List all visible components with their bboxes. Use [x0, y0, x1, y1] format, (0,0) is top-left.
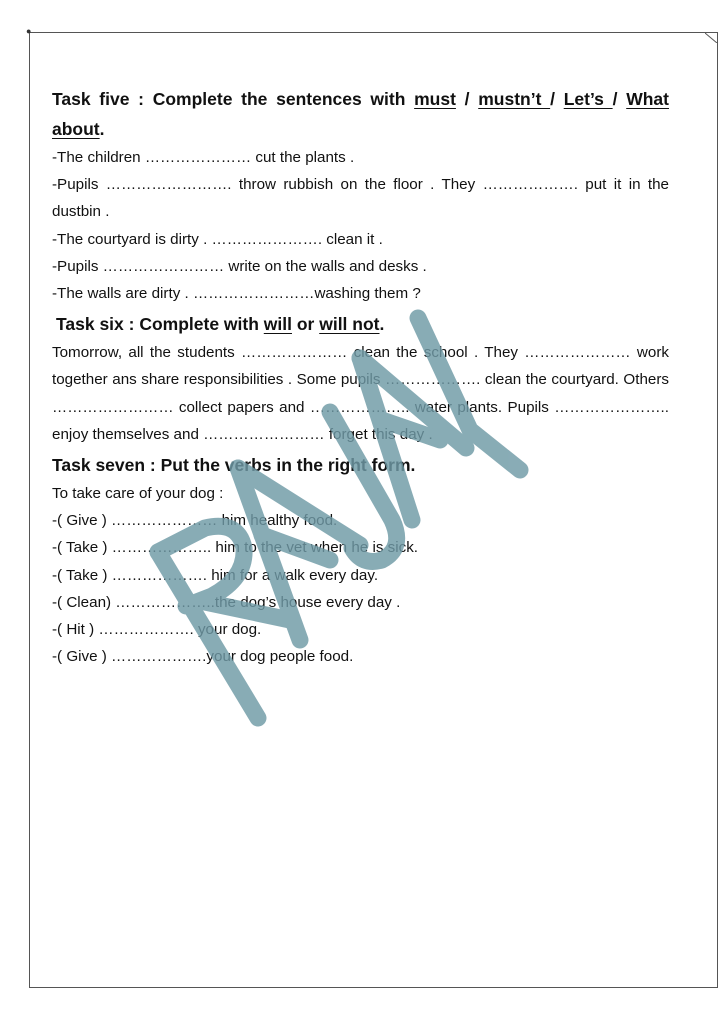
task-seven-item: -( Take ) ………………. him for a walk every day.: [52, 566, 379, 584]
task-five-title-text: Task five : Complete the sentences with: [52, 89, 415, 109]
task-six-title: [52, 309, 669, 339]
title-end: .: [99, 119, 105, 139]
task-seven-item: -( Clean) ………………..the dog’s house every day .: [52, 593, 401, 611]
worksheet-content: [52, 84, 669, 670]
option-what-about: What about: [52, 89, 669, 139]
task-seven-item: -( Take ) ……………….. him to the vet when he is sick.: [52, 539, 419, 557]
option-mustnt: mustn’t: [478, 89, 551, 109]
page-corner-fold-icon: [705, 33, 717, 43]
task-five-title: [52, 84, 669, 144]
task-six-title-text: Task six : Complete with: [56, 314, 264, 335]
task-six-paragraph: Tomorrow, all the students ………………… clean the school . They ………………… work together ans share responsibilities . Some pupils ………………. clean the courtyard. Others …………………… collect papers and ……………….. water plants. Pupils ………………….. enjoy themselves and …………………… forget this day .: [52, 344, 669, 443]
separator: /: [455, 89, 479, 109]
task-seven-intro: To take care of your dog :: [52, 485, 224, 503]
corner-mark-icon: ●: [26, 26, 32, 36]
task-seven-item: -( Give ) ……………….your dog people food.: [52, 648, 354, 666]
task-five-sentence: -The courtyard is dirty . …………………. clean it .: [52, 230, 383, 248]
separator: /: [550, 89, 564, 109]
task-seven-title: Task seven : Put the verbs in the right form.: [52, 455, 416, 476]
separator: /: [612, 89, 618, 109]
task-five-sentence: -Pupils …………………… write on the walls and desks .: [52, 257, 427, 275]
title-connector: or: [291, 314, 320, 335]
option-must: must: [414, 89, 456, 109]
title-end: .: [379, 314, 385, 335]
option-lets: Let’s: [563, 89, 613, 109]
option-will: will: [263, 314, 292, 335]
task-seven-item: -( Give ) ………………… him healthy food.: [52, 512, 338, 530]
task-five-sentence: -The children ………………… cut the plants .: [52, 149, 355, 166]
option-will-not: will not: [319, 314, 380, 335]
task-seven-item: -( Hit ) ………………. your dog.: [52, 621, 262, 639]
task-five-sentence: -Pupils ……………………. throw rubbish on the floor . They ………………. put it in the dustbin .: [52, 176, 669, 221]
task-five-sentence: -The walls are dirty . ……………………washing them ?: [52, 285, 421, 303]
